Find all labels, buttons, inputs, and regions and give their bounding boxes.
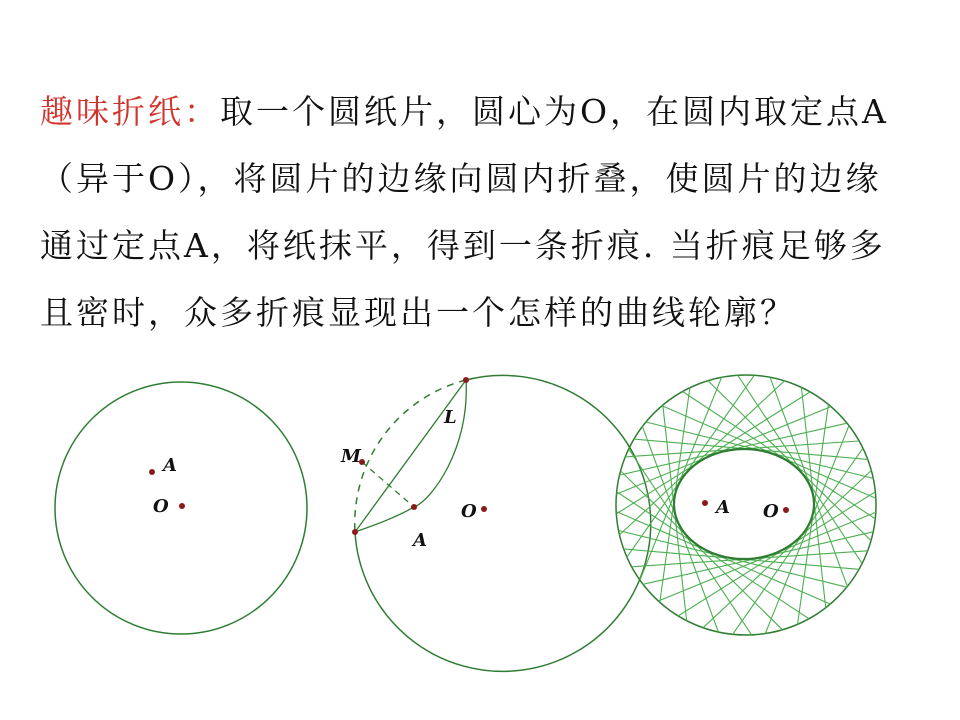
point-A-3: [702, 500, 708, 506]
fold-endpoint-bottom: [352, 529, 358, 535]
crease-lines: [616, 375, 876, 635]
label-O-2: O: [461, 501, 477, 522]
problem-line-2: （异于O），将圆片的边缘向圆内折叠，使圆片的边缘: [40, 159, 882, 198]
label-O-3: O: [763, 501, 779, 522]
point-A-1: [149, 469, 155, 475]
crease-line: [627, 375, 754, 557]
crease-line: [733, 448, 863, 634]
crease-line: [629, 449, 752, 635]
fold-endpoint-top: [463, 377, 469, 383]
point-O-3: [783, 507, 789, 513]
paper-circle-2: [355, 375, 651, 671]
label-A-2: A: [413, 530, 427, 551]
figure-3: [616, 375, 876, 635]
envelope-ellipse: [674, 449, 814, 559]
label-O-1: O: [153, 496, 169, 517]
label-A-3: A: [716, 497, 730, 518]
figure-2: [340, 375, 651, 671]
figure-1: [55, 382, 307, 634]
label-M: M: [341, 446, 361, 467]
segment-MA-dashed: [362, 462, 414, 507]
label-L: L: [444, 407, 457, 428]
label-A-1: A: [163, 455, 177, 476]
problem-line-4: 且密时，众多折痕显现出一个怎样的曲线轮廓？: [40, 293, 796, 332]
point-A-2: [411, 504, 417, 510]
problem-line-1-text: 取一个圆纸片，圆心为O，在圆内取定点A: [220, 92, 889, 131]
point-O-2: [481, 506, 487, 512]
problem-highlight: 趣味折纸：: [40, 92, 220, 131]
point-O-1: [179, 503, 185, 509]
problem-line-3: 通过定点A，将纸抹平，得到一条折痕. 当折痕足够多: [40, 226, 886, 265]
